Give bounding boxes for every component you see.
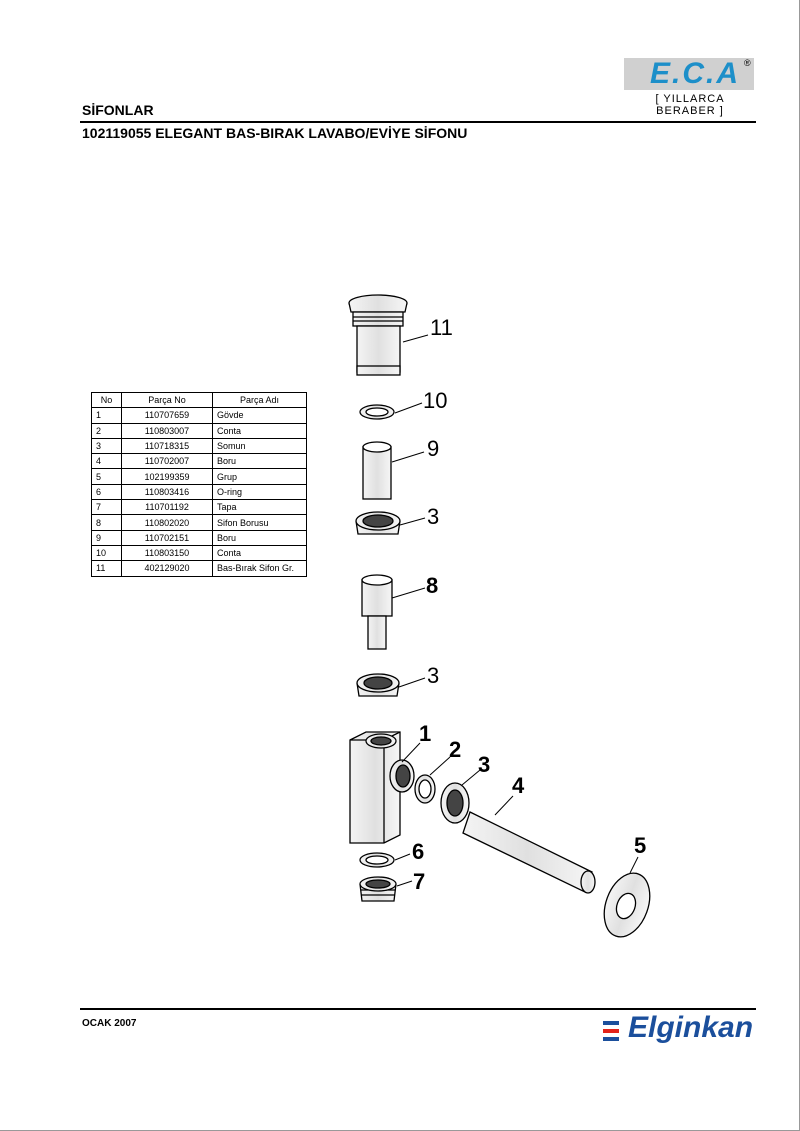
callout-8: 8 [426, 573, 439, 598]
cell-part-name: Gövde [213, 408, 307, 423]
col-header-no: No [92, 393, 122, 408]
part-3-nut-side [441, 783, 469, 823]
part-11-push-waste [349, 295, 407, 375]
cell-no: 10 [92, 545, 122, 560]
cell-part-name: Somun [213, 438, 307, 453]
callout-7: 7 [413, 869, 426, 894]
callout-1: 1 [419, 721, 432, 746]
product-title: 102119055 ELEGANT BAS-BIRAK LAVABO/EVİYE SİFONU [82, 125, 468, 141]
leader-lines [392, 335, 638, 886]
part-8-siphon-tube [362, 575, 392, 649]
elginkan-logo: Elginkan [628, 1011, 754, 1044]
part-6-o-ring [360, 853, 394, 867]
callout-3-upper: 3 [427, 504, 440, 529]
cell-part-no: 402129020 [122, 561, 213, 576]
cell-no: 9 [92, 530, 122, 545]
cell-no: 1 [92, 408, 122, 423]
cell-no: 5 [92, 469, 122, 484]
cell-part-name: O-ring [213, 484, 307, 499]
cell-part-name: Boru [213, 530, 307, 545]
callout-11: 11 [430, 315, 453, 340]
part-5-wall-flange [596, 867, 658, 943]
cell-no: 2 [92, 423, 122, 438]
cell-no: 7 [92, 500, 122, 515]
part-3-nut-upper [356, 512, 400, 534]
callout-10: 10 [423, 388, 448, 413]
callout-4: 4 [512, 773, 525, 798]
cell-part-no: 110802020 [122, 515, 213, 530]
cell-part-no: 110702151 [122, 530, 213, 545]
part-7-plug [360, 877, 396, 901]
edition-date: OCAK 2007 [82, 1018, 137, 1029]
cell-part-name: Boru [213, 454, 307, 469]
registered-mark: ® [744, 58, 751, 68]
footer-divider [80, 1008, 756, 1010]
cell-part-no: 110707659 [122, 408, 213, 423]
callout-5: 5 [634, 833, 647, 858]
cell-part-name: Conta [213, 423, 307, 438]
cell-no: 11 [92, 561, 122, 576]
callout-3-side: 3 [478, 752, 491, 777]
cell-part-no: 110702007 [122, 454, 213, 469]
cell-part-no: 110803150 [122, 545, 213, 560]
part-3-nut-middle [357, 674, 399, 696]
cell-no: 6 [92, 484, 122, 499]
cell-part-no: 110803416 [122, 484, 213, 499]
callout-6: 6 [412, 839, 425, 864]
section-title: SİFONLAR [82, 102, 154, 118]
cell-part-no: 110718315 [122, 438, 213, 453]
part-2-gasket [415, 775, 435, 803]
cell-part-no: 110701192 [122, 500, 213, 515]
cell-part-name: Sifon Borusu [213, 515, 307, 530]
col-header-part-name: Parça Adı [213, 393, 307, 408]
eca-logo-text: E.C.A [650, 57, 741, 90]
cell-part-name: Tapa [213, 500, 307, 515]
cell-part-no: 102199359 [122, 469, 213, 484]
cell-part-name: Bas-Bırak Sifon Gr. [213, 561, 307, 576]
cell-part-name: Grup [213, 469, 307, 484]
col-header-part-no: Parça No [122, 393, 213, 408]
slogan: [ YILLARCA BERABER ] [655, 93, 725, 117]
part-9-pipe [363, 442, 391, 499]
callout-2: 2 [449, 737, 462, 762]
callout-9: 9 [427, 436, 440, 461]
cell-no: 4 [92, 454, 122, 469]
part-10-gasket [360, 405, 394, 419]
cell-no: 3 [92, 438, 122, 453]
cell-no: 8 [92, 515, 122, 530]
part-1-body [350, 732, 414, 843]
callout-3-middle: 3 [427, 663, 440, 688]
part-4-pipe [463, 812, 595, 893]
cell-part-no: 110803007 [122, 423, 213, 438]
elginkan-mark-icon [603, 1020, 623, 1042]
cell-part-name: Conta [213, 545, 307, 560]
